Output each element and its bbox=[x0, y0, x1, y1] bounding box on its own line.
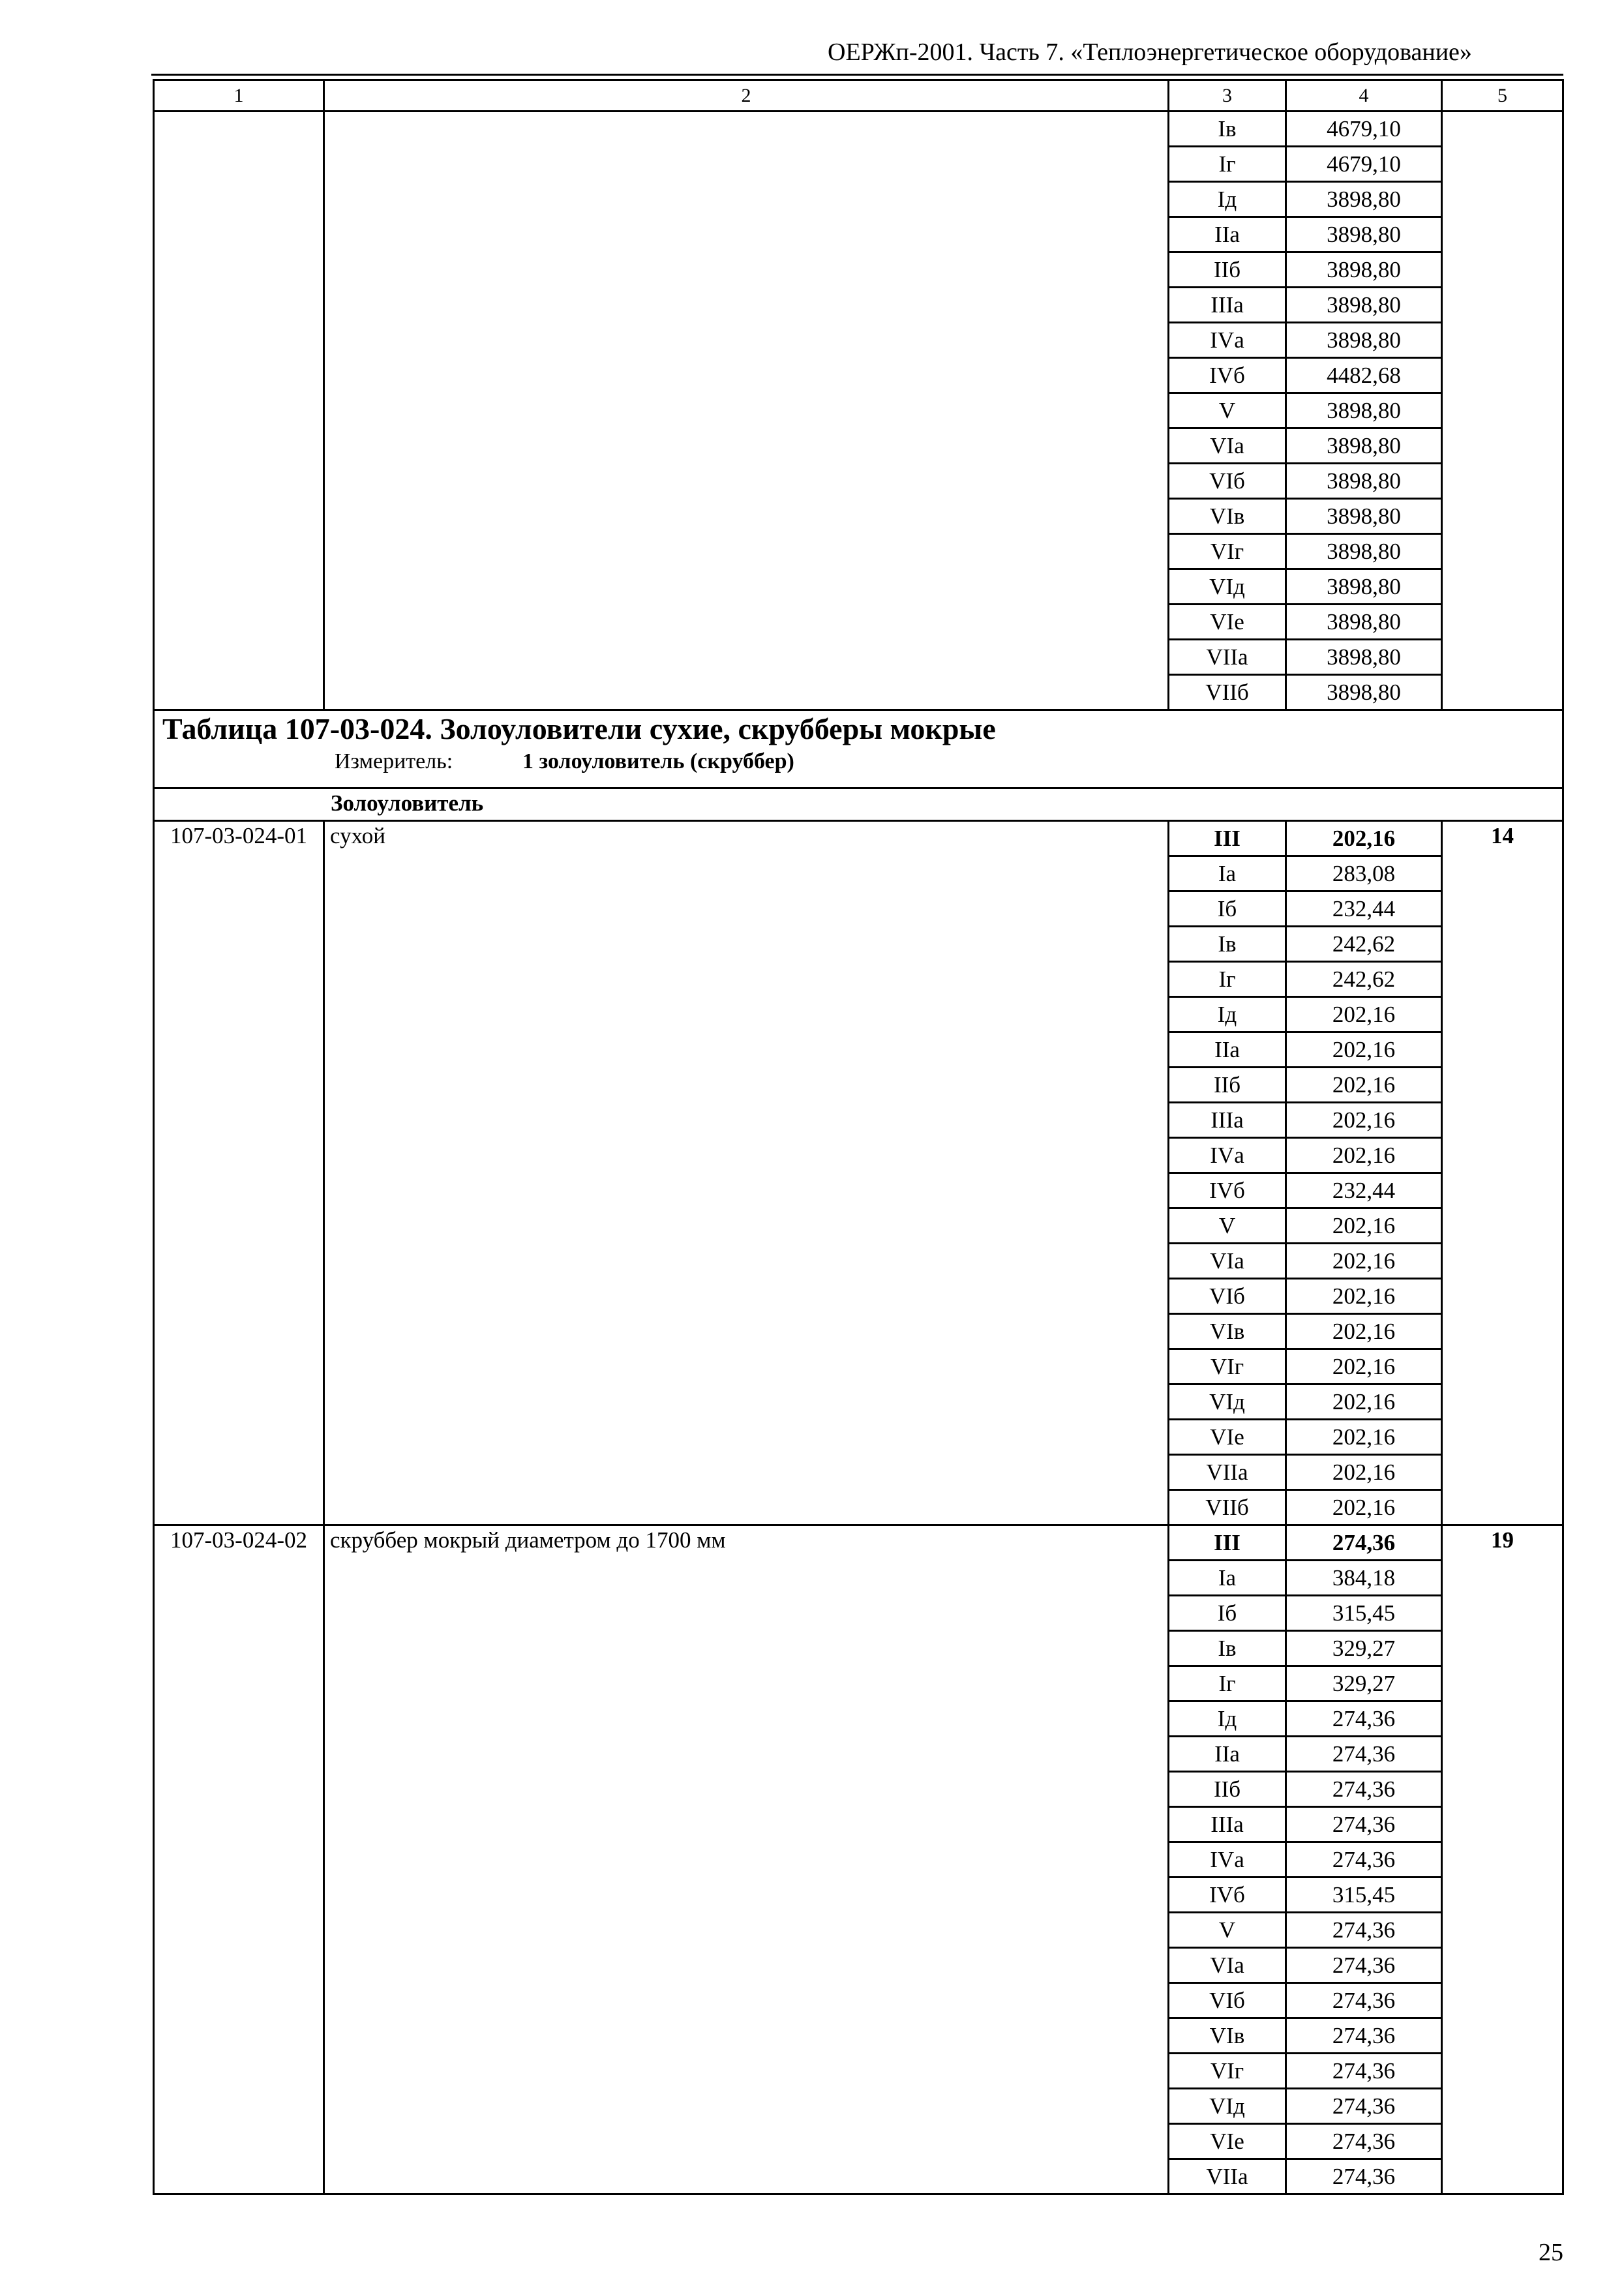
price-cell: 315,45 bbox=[1286, 1878, 1442, 1913]
table-row bbox=[154, 1525, 1563, 1561]
zone-cell: IIIа bbox=[1169, 1103, 1286, 1138]
price-cell: 274,36 bbox=[1286, 2018, 1442, 2054]
price-cell: 202,16 bbox=[1286, 1208, 1442, 1244]
price-cell: 3898,80 bbox=[1286, 182, 1442, 217]
zone-cell: VIIб bbox=[1169, 1490, 1286, 1525]
zone-cell: VIIа bbox=[1169, 640, 1286, 675]
item-name bbox=[324, 112, 1169, 710]
price-cell: 202,16 bbox=[1286, 1420, 1442, 1455]
price-cell: 232,44 bbox=[1286, 891, 1442, 927]
item-name: сухой bbox=[324, 821, 1169, 1525]
zone-cell: VIг bbox=[1169, 1349, 1286, 1384]
price-cell: 202,16 bbox=[1286, 997, 1442, 1032]
price-cell: 202,16 bbox=[1286, 1384, 1442, 1420]
zone-cell: Iв bbox=[1169, 927, 1286, 962]
group-row bbox=[154, 788, 1563, 821]
price-cell: 329,27 bbox=[1286, 1666, 1442, 1701]
column-number: 5 bbox=[1442, 80, 1563, 112]
zone-cell: VIг bbox=[1169, 2054, 1286, 2089]
item-code bbox=[154, 112, 324, 710]
price-cell: 4679,10 bbox=[1286, 112, 1442, 147]
zone-cell: VIд bbox=[1169, 1384, 1286, 1420]
zone-cell: VIв bbox=[1169, 499, 1286, 534]
zone-cell: Iа bbox=[1169, 1561, 1286, 1596]
zone-cell: IVб bbox=[1169, 1173, 1286, 1208]
price-cell: 4482,68 bbox=[1286, 358, 1442, 393]
zone-cell: VIIа bbox=[1169, 1455, 1286, 1490]
machinist-cost-cell: 14 bbox=[1442, 821, 1563, 1525]
table-row bbox=[154, 821, 1563, 856]
zone-cell: VIд bbox=[1169, 2089, 1286, 2124]
table-title-row bbox=[154, 710, 1563, 788]
zone-cell: Iа bbox=[1169, 856, 1286, 891]
zone-cell: VIе bbox=[1169, 1420, 1286, 1455]
price-cell: 274,36 bbox=[1286, 1772, 1442, 1807]
zone-cell: IVб bbox=[1169, 1878, 1286, 1913]
item-code: 107-03-024-01 bbox=[154, 821, 324, 1525]
price-cell: 202,16 bbox=[1286, 1314, 1442, 1349]
zone-cell: Iв bbox=[1169, 1631, 1286, 1666]
price-cell: 3898,80 bbox=[1286, 640, 1442, 675]
price-cell: 3898,80 bbox=[1286, 464, 1442, 499]
measure-label: Измеритель: bbox=[335, 749, 453, 773]
page-header-title: ОЕРЖп-2001. Часть 7. «Теплоэнергетическое оборудование» bbox=[828, 38, 1472, 66]
zone-cell: V bbox=[1169, 393, 1286, 428]
price-cell: 4679,10 bbox=[1286, 147, 1442, 182]
zone-cell: VIа bbox=[1169, 1244, 1286, 1279]
price-cell: 232,44 bbox=[1286, 1173, 1442, 1208]
machinist-cost-cell bbox=[1442, 112, 1563, 710]
zone-cell: VIв bbox=[1169, 2018, 1286, 2054]
price-cell: 274,36 bbox=[1286, 2089, 1442, 2124]
item-code: 107-03-024-02 bbox=[154, 1525, 324, 2194]
price-cell: 384,18 bbox=[1286, 1561, 1442, 1596]
price-cell: 274,36 bbox=[1286, 2159, 1442, 2194]
price-cell: 274,36 bbox=[1286, 1807, 1442, 1842]
price-cell: 3898,80 bbox=[1286, 605, 1442, 640]
rates-table-body bbox=[154, 80, 1563, 2194]
price-cell: 202,16 bbox=[1286, 1490, 1442, 1525]
price-cell: 3898,80 bbox=[1286, 288, 1442, 323]
price-cell: 3898,80 bbox=[1286, 534, 1442, 569]
price-cell: 274,36 bbox=[1286, 1842, 1442, 1878]
price-cell: 283,08 bbox=[1286, 856, 1442, 891]
rates-table bbox=[153, 79, 1564, 2195]
price-cell: 274,36 bbox=[1286, 1525, 1442, 1561]
zone-cell: IIа bbox=[1169, 1032, 1286, 1068]
measure-value: 1 золоуловитель (скруббер) bbox=[522, 749, 794, 773]
price-cell: 3898,80 bbox=[1286, 499, 1442, 534]
zone-cell: Iд bbox=[1169, 1701, 1286, 1737]
price-cell: 3898,80 bbox=[1286, 675, 1442, 710]
measure-line bbox=[162, 747, 1562, 776]
column-number-row bbox=[154, 80, 1563, 112]
table-row bbox=[154, 112, 1563, 147]
price-cell: 202,16 bbox=[1286, 1349, 1442, 1384]
zone-cell: VIа bbox=[1169, 428, 1286, 464]
zone-cell: Iд bbox=[1169, 997, 1286, 1032]
price-cell: 202,16 bbox=[1286, 821, 1442, 856]
zone-cell: III bbox=[1169, 1525, 1286, 1561]
price-cell: 3898,80 bbox=[1286, 569, 1442, 605]
zone-cell: VIб bbox=[1169, 1983, 1286, 2018]
zone-cell: IVа bbox=[1169, 323, 1286, 358]
zone-cell: IIIа bbox=[1169, 1807, 1286, 1842]
price-cell: 202,16 bbox=[1286, 1244, 1442, 1279]
table-title-cell bbox=[154, 710, 1563, 788]
zone-cell: VIб bbox=[1169, 464, 1286, 499]
zone-cell: IVб bbox=[1169, 358, 1286, 393]
price-cell: 274,36 bbox=[1286, 1737, 1442, 1772]
zone-cell: Iб bbox=[1169, 891, 1286, 927]
price-cell: 274,36 bbox=[1286, 2124, 1442, 2159]
zone-cell: IVа bbox=[1169, 1138, 1286, 1173]
header-rule bbox=[151, 74, 1563, 76]
item-name: скруббер мокрый диаметром до 1700 мм bbox=[324, 1525, 1169, 2194]
machinist-cost-cell: 19 bbox=[1442, 1525, 1563, 2194]
zone-cell: IIIа bbox=[1169, 288, 1286, 323]
price-cell: 202,16 bbox=[1286, 1068, 1442, 1103]
zone-cell: IVа bbox=[1169, 1842, 1286, 1878]
price-cell: 274,36 bbox=[1286, 1701, 1442, 1737]
zone-cell: Iг bbox=[1169, 1666, 1286, 1701]
zone-cell: IIб bbox=[1169, 1772, 1286, 1807]
zone-cell: Iг bbox=[1169, 962, 1286, 997]
price-cell: 329,27 bbox=[1286, 1631, 1442, 1666]
zone-cell: VIд bbox=[1169, 569, 1286, 605]
price-cell: 3898,80 bbox=[1286, 428, 1442, 464]
price-cell: 242,62 bbox=[1286, 962, 1442, 997]
price-cell: 202,16 bbox=[1286, 1103, 1442, 1138]
zone-cell: VIе bbox=[1169, 605, 1286, 640]
price-cell: 274,36 bbox=[1286, 2054, 1442, 2089]
page-number: 25 bbox=[1539, 2239, 1563, 2266]
zone-cell: IIб bbox=[1169, 1068, 1286, 1103]
table-title: Таблица 107-03-024. Золоуловители сухие, скрубберы мокрые bbox=[162, 712, 996, 745]
column-number: 4 bbox=[1286, 80, 1442, 112]
zone-cell: Iв bbox=[1169, 112, 1286, 147]
column-number: 1 bbox=[154, 80, 324, 112]
zone-cell: IIб bbox=[1169, 252, 1286, 288]
zone-cell: VIа bbox=[1169, 1948, 1286, 1983]
zone-cell: VIIб bbox=[1169, 675, 1286, 710]
zone-cell: Iб bbox=[1169, 1596, 1286, 1631]
price-cell: 3898,80 bbox=[1286, 393, 1442, 428]
zone-cell: IIа bbox=[1169, 1737, 1286, 1772]
zone-cell: VIв bbox=[1169, 1314, 1286, 1349]
group-label: Золоуловитель bbox=[154, 788, 1563, 821]
price-cell: 274,36 bbox=[1286, 1913, 1442, 1948]
price-cell: 3898,80 bbox=[1286, 323, 1442, 358]
zone-cell: VIг bbox=[1169, 534, 1286, 569]
price-cell: 3898,80 bbox=[1286, 217, 1442, 252]
zone-cell: VIб bbox=[1169, 1279, 1286, 1314]
zone-cell: III bbox=[1169, 821, 1286, 856]
price-cell: 3898,80 bbox=[1286, 252, 1442, 288]
column-number: 3 bbox=[1169, 80, 1286, 112]
price-cell: 202,16 bbox=[1286, 1138, 1442, 1173]
price-cell: 274,36 bbox=[1286, 1983, 1442, 2018]
zone-cell: VIIа bbox=[1169, 2159, 1286, 2194]
price-cell: 202,16 bbox=[1286, 1032, 1442, 1068]
price-cell: 274,36 bbox=[1286, 1948, 1442, 1983]
price-cell: 315,45 bbox=[1286, 1596, 1442, 1631]
column-number: 2 bbox=[324, 80, 1169, 112]
zone-cell: Iд bbox=[1169, 182, 1286, 217]
price-cell: 202,16 bbox=[1286, 1279, 1442, 1314]
zone-cell: V bbox=[1169, 1913, 1286, 1948]
price-cell: 202,16 bbox=[1286, 1455, 1442, 1490]
zone-cell: IIа bbox=[1169, 217, 1286, 252]
price-cell: 242,62 bbox=[1286, 927, 1442, 962]
zone-cell: V bbox=[1169, 1208, 1286, 1244]
zone-cell: VIе bbox=[1169, 2124, 1286, 2159]
zone-cell: Iг bbox=[1169, 147, 1286, 182]
